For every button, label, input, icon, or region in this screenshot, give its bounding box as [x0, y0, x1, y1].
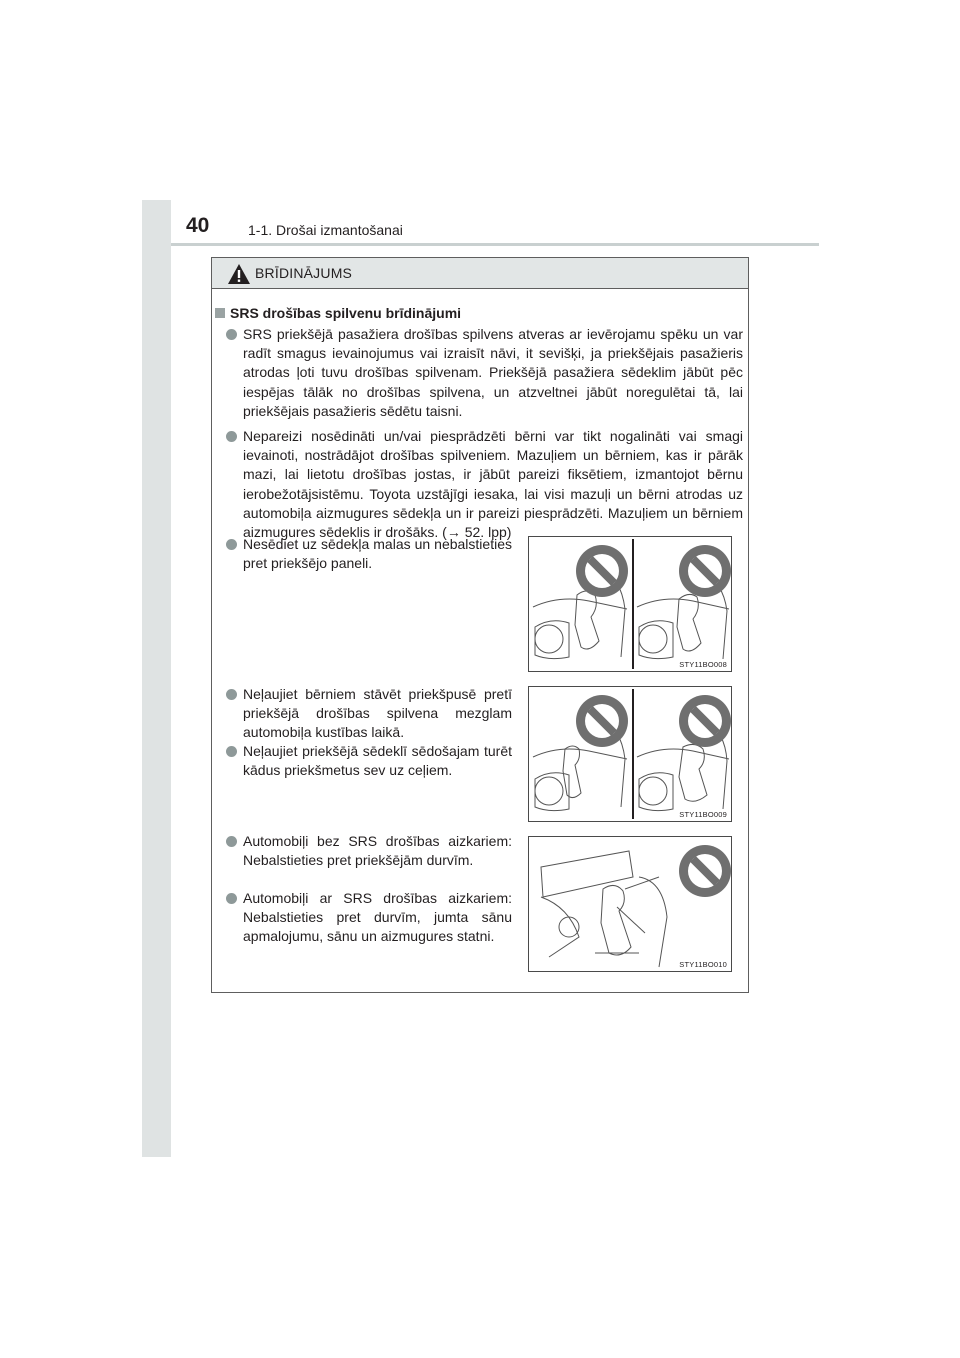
illustration-leaning-on-door — [528, 836, 732, 972]
warning-box — [211, 257, 749, 993]
prohibition-icon — [679, 695, 731, 747]
warning-triangle-icon — [227, 263, 251, 285]
square-bullet-icon — [215, 308, 225, 318]
bullet-text: Nesēdiet uz sēdekļa malas un nebalstieties pret priekšējo paneli. — [243, 536, 512, 572]
figure-code: STY11BO009 — [679, 810, 727, 819]
bullet-item — [226, 742, 512, 780]
prohibition-icon — [679, 545, 731, 597]
warning-header — [212, 258, 748, 289]
bullet-dot-icon — [226, 539, 237, 550]
figure-code: STY11BO010 — [679, 960, 727, 969]
bullet-item — [226, 427, 743, 542]
prohibition-icon — [679, 845, 731, 897]
bullet-text: Neļaujiet bērniem stāvēt priekšpusē pretī priekšējā drošības spilvena mezglam automobiļa kustības laikā. — [243, 686, 512, 741]
bullet-dot-icon — [226, 431, 237, 442]
bullet-dot-icon — [226, 689, 237, 700]
bullet-item — [226, 889, 512, 947]
bullet-dot-icon — [226, 836, 237, 847]
subsection-heading — [215, 304, 461, 322]
prohibition-icon — [576, 545, 628, 597]
bullet-text: Neļaujiet priekšējā sēdeklī sēdošajam turēt kādus priekšmetus sev uz ceļiem. — [243, 743, 512, 779]
bullet-text: Automobiļi bez SRS drošības aizkariem: Nebalstieties pret priekšējām durvīm. — [243, 833, 512, 869]
prohibition-icon — [576, 695, 628, 747]
bullet-item — [226, 535, 512, 573]
illustration-leaning-on-dashboard — [528, 536, 732, 672]
illustration-child-standing-front — [528, 686, 732, 822]
section-title: 1-1. Drošai izmantošanai — [248, 222, 403, 238]
bullet-dot-icon — [226, 746, 237, 757]
bullet-item — [226, 832, 512, 870]
bullet-dot-icon — [226, 893, 237, 904]
bullet-item — [226, 325, 743, 421]
bullet-text: Automobiļi ar SRS drošības aizkariem: Nebalstieties pret durvīm, jumta sānu apmalojumu, sānu un aizmugures statni. — [243, 890, 512, 945]
bullet-dot-icon — [226, 329, 237, 340]
subsection-title: SRS drošības spilvenu brīdinājumi — [230, 305, 462, 321]
bullet-item — [226, 685, 512, 743]
chapter-side-tab — [142, 200, 171, 1157]
bullet-text: SRS priekšējā pasažiera drošības spilvens atveras ar ievērojamu spēku un var radīt smagus ievainojumus vai izraisīt nāvi, it sevišķi, ja priekšējais pasažieris atrodas ļoti tuvu drošības spilvenam. Priekšējā pasažiera sēdeklim jābūt pēc iespējas tālāk no drošības spilvena, un atzveltnei jābūt noregulētai tā, lai priekšējais pasažieris sēdētu taisni. — [243, 326, 743, 419]
page-number: 40 — [186, 214, 210, 237]
warning-title: BRĪDINĀJUMS — [255, 265, 353, 281]
figure-code: STY11BO008 — [679, 660, 727, 669]
bullet-text: Nepareizi nosēdināti un/vai piesprādzēti bērni var tikt nogalināti vai smagi ievainoti, nostrādājot drošības spilveniem. Mazuļiem un bērniem, kas ir pārāk mazi, lai lietotu drošības jostas, ir jābūt pareizi fiksētiem, izmantojot bērnu ierobežotājsistēmu. Toyota uzstājīgi iesaka, lai visi mazuļi un bērni atrodas uz automobiļa aizmugures sēdekļa un ir pareizi piesprādzēti. Mazuļiem un bērniem aizmugures sēdeklis ir drošāks. (→ 52. lpp) — [243, 428, 743, 541]
header-rule — [171, 243, 819, 246]
